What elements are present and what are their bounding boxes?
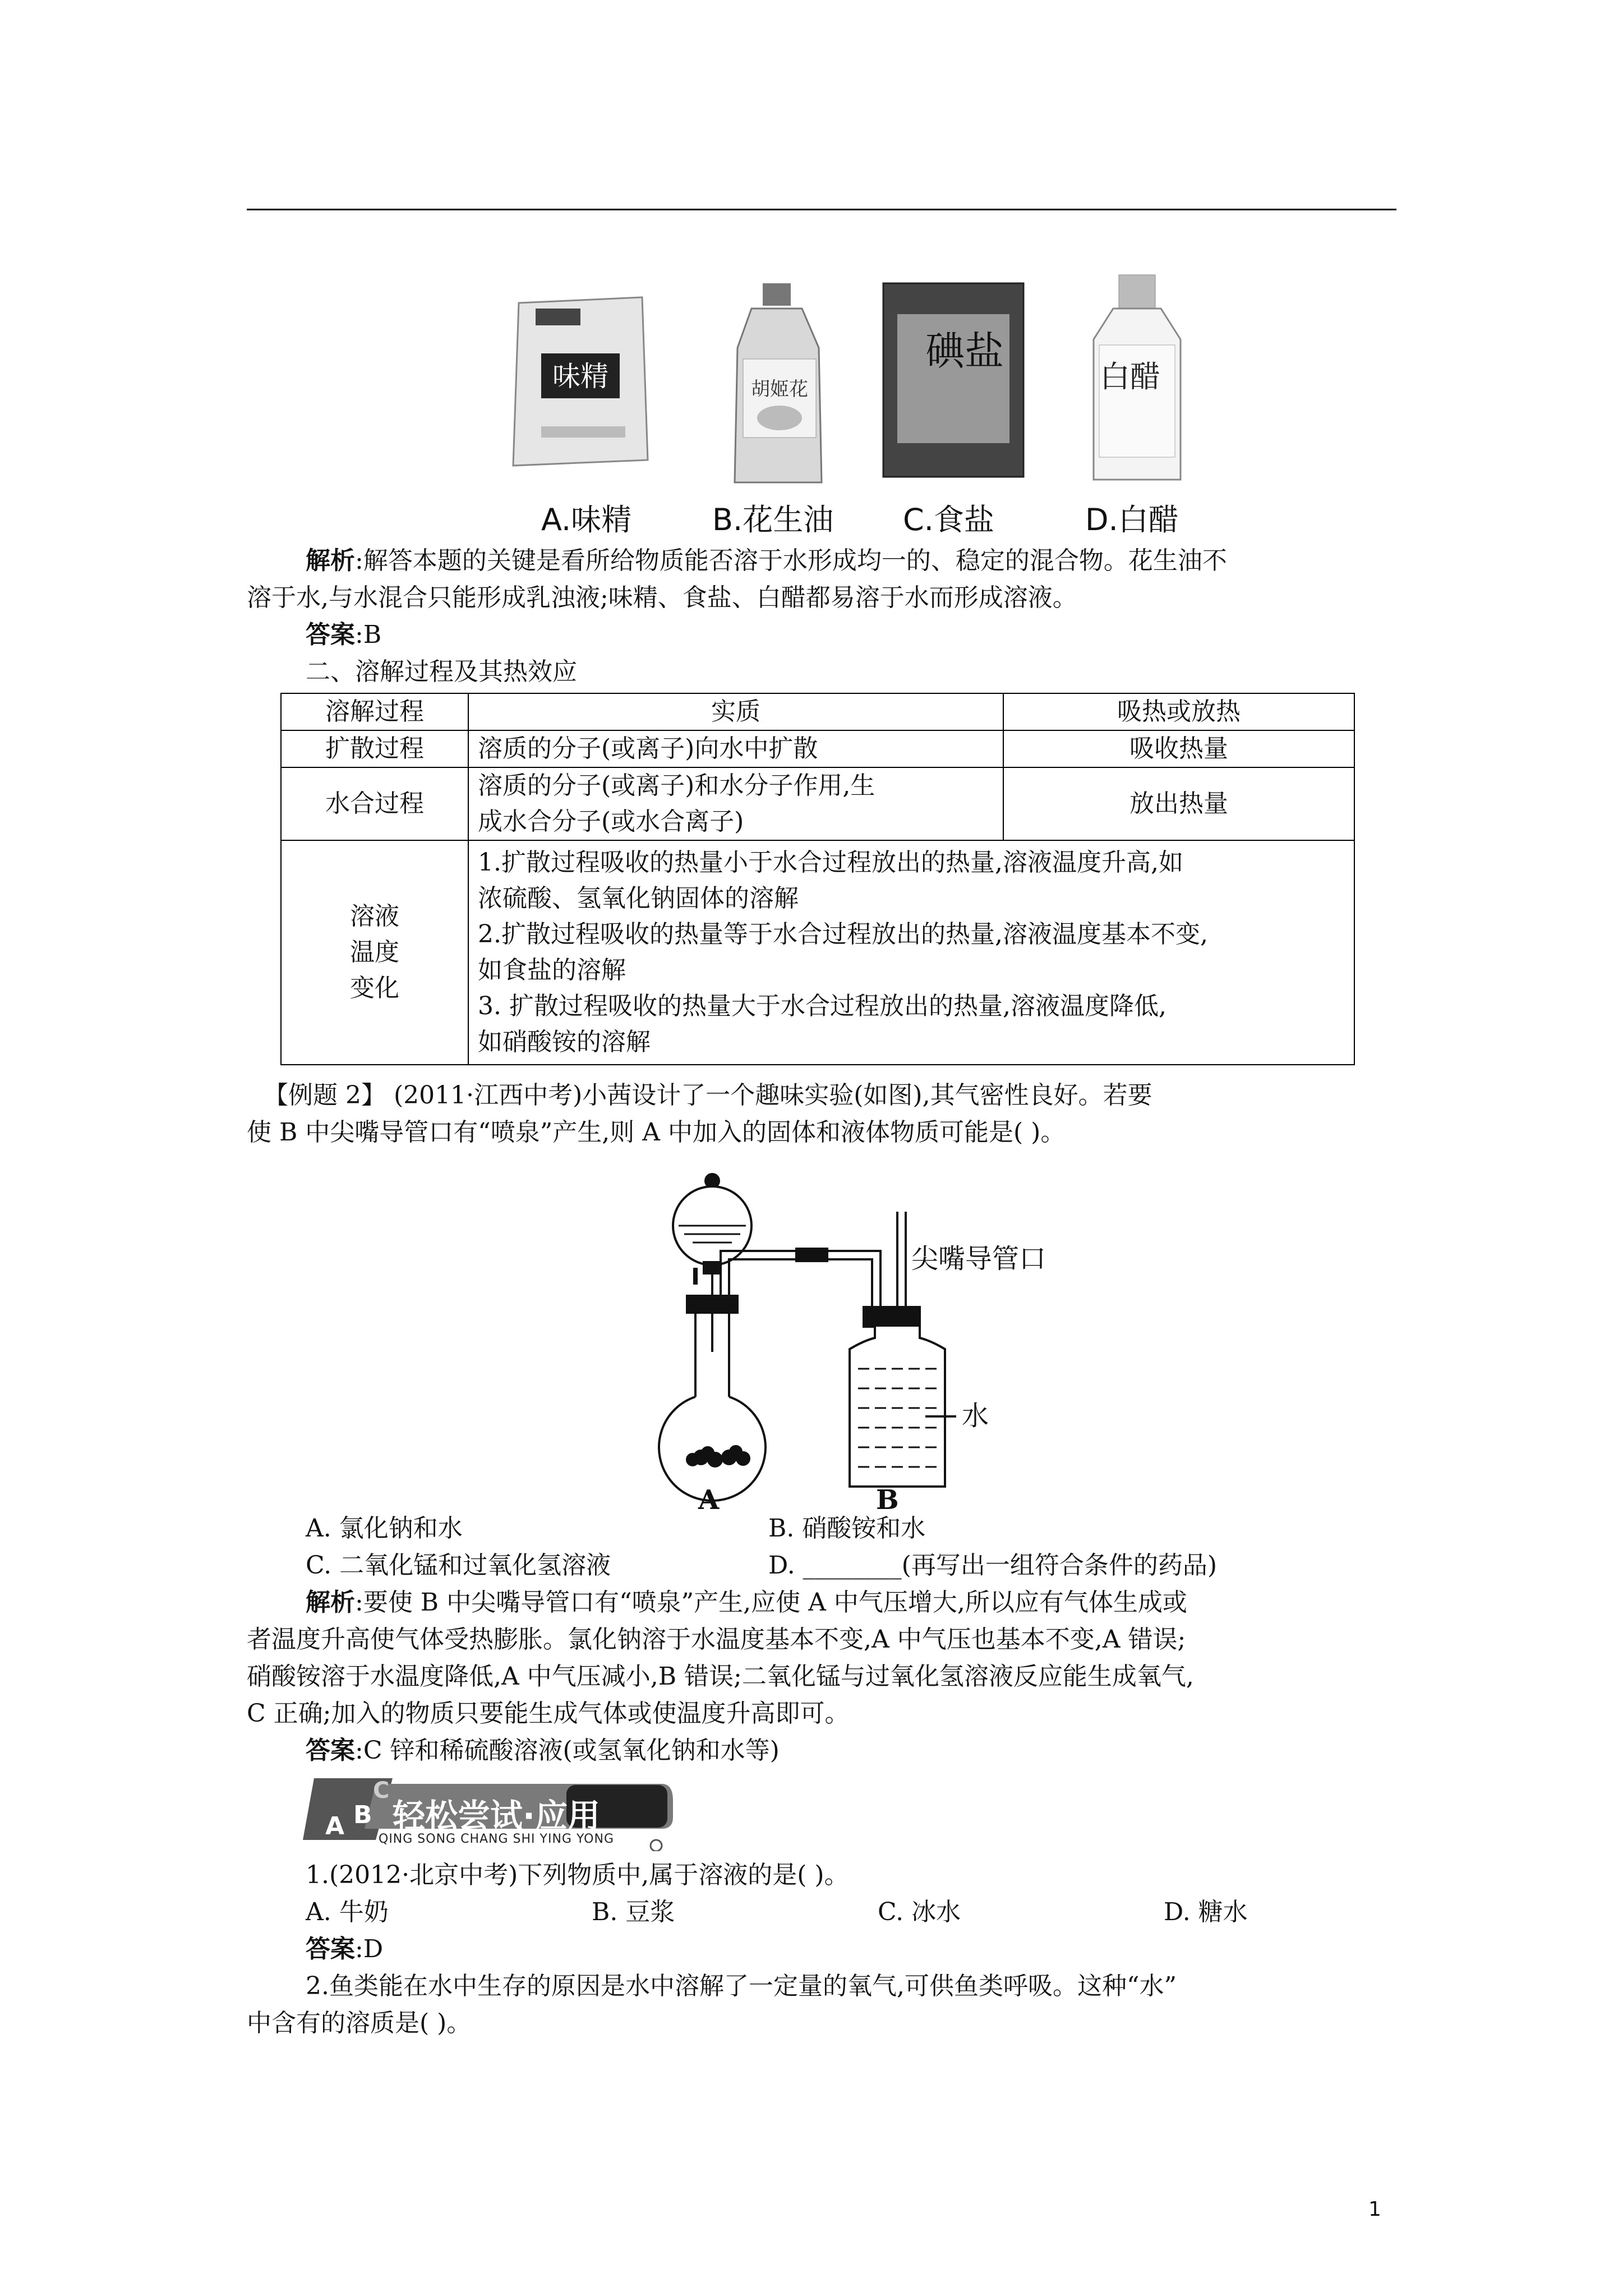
caption-d: D.白醋	[1085, 502, 1179, 537]
q1-analysis-line1: 解析:解答本题的关键是看所给物质能否溶于水形成均一的、稳定的混合物。花生油不	[306, 546, 1227, 575]
example2-option-b: B. 硝酸铵和水	[768, 1514, 926, 1543]
example2-option-a: A. 氯化钠和水	[306, 1514, 463, 1543]
practice-q1: 1.(2012·北京中考)下列物质中,属于溶液的是( )。	[306, 1861, 849, 1889]
example2-option-c: C. 二氧化锰和过氧化氢溶液	[306, 1551, 611, 1580]
caption-a: A.味精	[541, 502, 632, 537]
svg-text:C: C	[373, 1778, 390, 1803]
table-cell: 放出热量	[1003, 767, 1354, 840]
q1-analysis-line2: 溶于水,与水混合只能形成乳浊液;味精、食盐、白醋都易溶于水而形成溶液。	[247, 583, 1077, 612]
practice-q1-answer: 答案:D	[306, 1935, 384, 1963]
example2-analysis-line3: 硝酸铵溶于水温度降低,A 中气压减小,B 错误;二氧化锰与过氧化氢溶液反应能生成氧气,	[247, 1662, 1194, 1691]
practice-q2-line1: 2.鱼类能在水中生存的原因是水中溶解了一定量的氧气,可供鱼类呼吸。这种“水”	[306, 1972, 1177, 2000]
table-header: 实质	[468, 693, 1003, 730]
table-cell: 水合过程	[281, 767, 468, 840]
practice-q2-line2: 中含有的溶质是( )。	[247, 2009, 472, 2037]
section2-title: 二、溶解过程及其热效应	[306, 657, 577, 686]
table-cell: 1.扩散过程吸收的热量小于水合过程放出的热量,溶液温度升高,如 浓硫酸、氢氧化钠固体的溶解 2.扩散过程吸收的热量等于水合过程放出的热量,溶液温度基本不变, 如食盐的溶解 3. 扩散过程吸收的热量大于水合过程放出的热量,溶液温度降低, 如硝酸铵的溶解	[468, 840, 1354, 1065]
top-rule	[247, 209, 1396, 210]
practice-q1-option-d: D. 糖水	[1164, 1898, 1248, 1926]
svg-text:B: B	[876, 1484, 899, 1515]
svg-text:胡姬花: 胡姬花	[751, 378, 808, 401]
page-number: 1	[1368, 2198, 1381, 2221]
example2-analysis-line4: C 正确;加入的物质只要能生成气体或使温度升高即可。	[247, 1699, 850, 1728]
table-cell: 扩散过程	[281, 730, 468, 767]
svg-text:水: 水	[962, 1400, 989, 1432]
table-cell: 溶质的分子(或离子)向水中扩散	[468, 730, 1003, 767]
table-header: 溶解过程	[281, 693, 468, 730]
section-banner	[303, 1767, 679, 1851]
apparatus-diagram	[617, 1150, 1066, 1515]
oil-bottle-image	[729, 280, 827, 491]
q1-answer: 答案:B	[306, 620, 382, 649]
example2-analysis-line2: 者温度升高使气体受热膨胀。氯化钠溶于水温度基本不变,A 中气压也基本不变,A 错误;	[247, 1625, 1186, 1654]
example2-analysis-line1: 解析:要使 B 中尖嘴导管口有“喷泉”产生,应使 A 中气压增大,所以应有气体生成或	[306, 1588, 1187, 1617]
svg-text:白醋: 白醋	[1100, 359, 1160, 394]
svg-text:B: B	[353, 1801, 372, 1829]
msg-bag-image	[508, 292, 653, 477]
svg-text:A: A	[325, 1812, 345, 1841]
svg-text:味精: 味精	[552, 360, 608, 393]
example2-line1: 【例题 2】 (2011·江西中考)小茜设计了一个趣味实验(如图),其气密性良好。若要	[264, 1081, 1152, 1110]
example2-line2: 使 B 中尖嘴导管口有“喷泉”产生,则 A 中加入的固体和液体物质可能是( )。	[247, 1118, 1066, 1147]
svg-text:尖嘴导管口: 尖嘴导管口	[911, 1243, 1046, 1274]
table-header: 吸热或放热	[1003, 693, 1354, 730]
table-cell: 吸收热量	[1003, 730, 1354, 767]
banner-title: 轻松尝试·应用	[393, 1797, 601, 1835]
caption-c: C.食盐	[903, 502, 994, 537]
example2-option-d: D. ________(再写出一组符合条件的药品)	[768, 1551, 1218, 1580]
banner-subtitle: QING SONG CHANG SHI YING YONG	[379, 1832, 615, 1846]
example2-answer: 答案:C 锌和稀硫酸溶液(或氢氧化钠和水等)	[306, 1736, 780, 1765]
practice-q1-option-c: C. 冰水	[878, 1898, 961, 1926]
table-cell: 溶质的分子(或离子)和水分子作用,生 成水合分子(或水合离子)	[468, 767, 1003, 840]
svg-text:碘盐: 碘盐	[925, 328, 1004, 374]
caption-b: B.花生油	[712, 502, 834, 537]
salt-bag-image	[880, 280, 1026, 480]
svg-text:A: A	[698, 1484, 720, 1515]
practice-q1-option-b: B. 豆浆	[592, 1898, 675, 1926]
dissolution-table	[280, 693, 1355, 1065]
practice-q1-option-a: A. 牛奶	[306, 1898, 389, 1926]
table-cell: 溶液 温度 变化	[281, 840, 468, 1065]
vinegar-bottle-image	[1085, 272, 1189, 488]
